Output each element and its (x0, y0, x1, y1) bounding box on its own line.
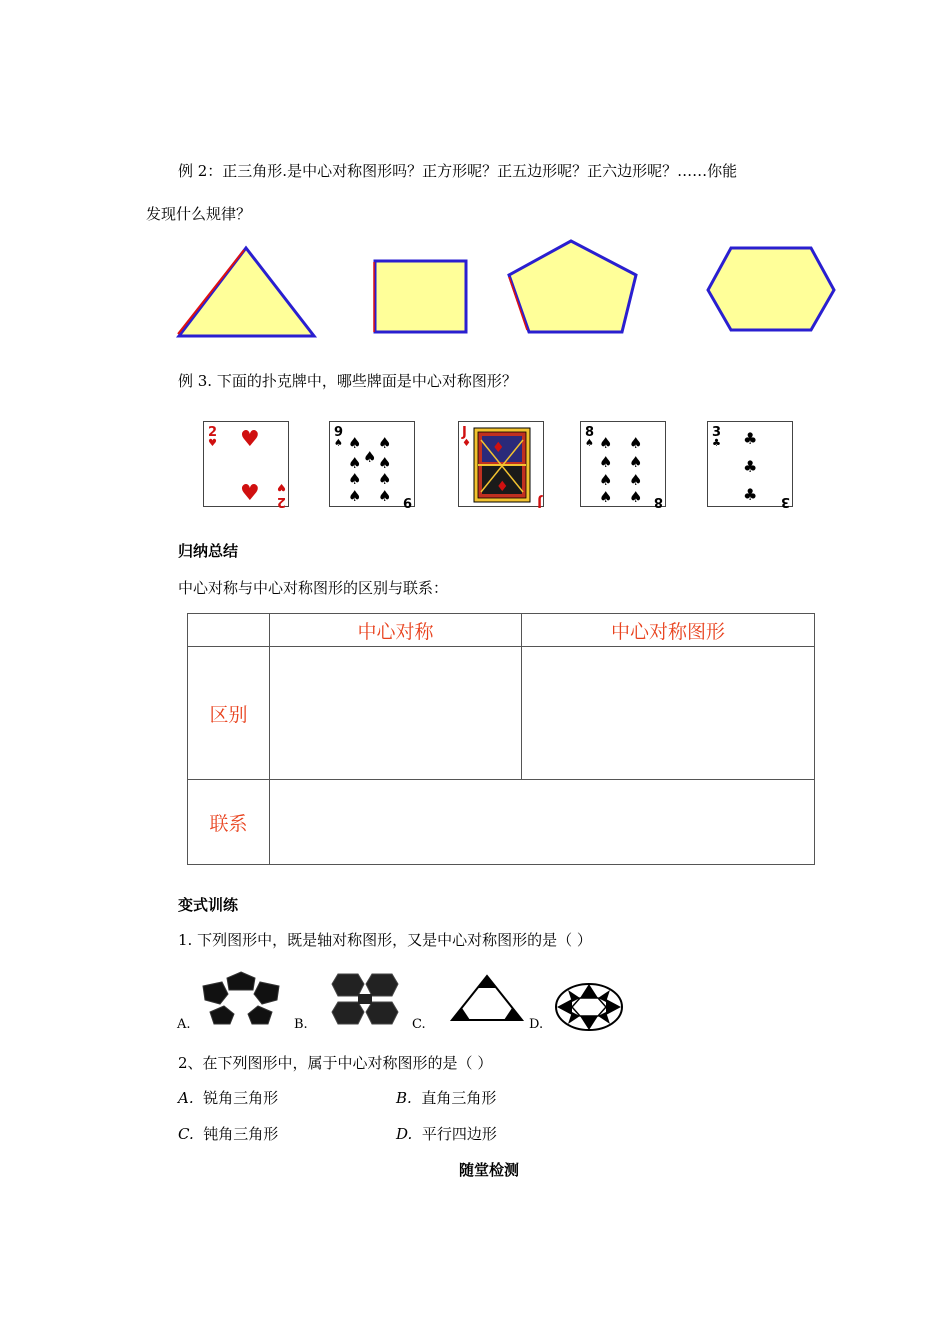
svg-text:♠: ♠ (629, 453, 643, 471)
card-8-spades (580, 421, 666, 507)
svg-text:♠: ♠ (378, 434, 392, 452)
svg-text:♠: ♠ (378, 454, 392, 472)
square-shape (372, 258, 470, 334)
svg-text:♦: ♦ (462, 438, 471, 449)
svg-text:♠: ♠ (599, 434, 613, 452)
svg-text:♣: ♣ (743, 485, 758, 504)
q1-option-a-label: A. (177, 1017, 191, 1032)
question-2: 2、在下列图形中，属于中心对称图形的是（ ） (178, 1054, 493, 1072)
hexagon-shape (704, 244, 838, 334)
svg-text:♠: ♠ (348, 454, 362, 472)
summary-heading: 归纳总结 (178, 542, 239, 560)
svg-text:♦: ♦ (492, 440, 505, 456)
svg-text:♠: ♠ (599, 471, 613, 489)
card-9-spades (329, 421, 415, 507)
svg-text:3: 3 (780, 494, 790, 509)
option-c-triangle-figure (450, 974, 524, 1022)
svg-text:J: J (537, 494, 542, 509)
svg-text:♣: ♣ (743, 429, 758, 448)
q2-option-b: B. 直角三角形 (396, 1089, 497, 1107)
svg-text:♠: ♠ (348, 470, 362, 488)
summary-table (187, 613, 815, 865)
svg-text:9: 9 (334, 425, 344, 440)
row-label-difference: 区别 (188, 647, 270, 780)
svg-text:♠: ♠ (629, 434, 643, 452)
option-b-octagon-cluster-figure (330, 972, 400, 1028)
svg-text:♣: ♣ (743, 457, 758, 476)
svg-text:9: 9 (402, 494, 412, 509)
card-3-clubs (707, 421, 793, 507)
q2-option-d: D. 平行四边形 (396, 1125, 497, 1143)
connection-cell[interactable] (270, 780, 815, 865)
q1-option-b-label: B. (294, 1017, 308, 1032)
svg-text:8: 8 (653, 494, 663, 509)
q1-option-c-label: C. (412, 1017, 426, 1032)
pentagon-shape (505, 238, 641, 336)
svg-text:♠: ♠ (378, 470, 392, 488)
triangle-shape (176, 245, 318, 340)
svg-text:♠: ♠ (348, 434, 362, 452)
example2-line2: 发现什么规律？ (146, 205, 252, 223)
svg-text:3: 3 (712, 425, 722, 440)
footer-heading: 随堂检测 (459, 1161, 520, 1179)
practice-heading: 变式训练 (178, 896, 239, 914)
option-d-circle-pattern-figure (554, 982, 624, 1032)
q2-option-c: C. 钝角三角形 (178, 1125, 279, 1143)
svg-text:♣: ♣ (712, 438, 721, 449)
header-centrosymmetric-figure: 中心对称图形 (522, 614, 815, 647)
svg-text:♥: ♥ (208, 438, 217, 449)
svg-text:♠: ♠ (348, 487, 362, 505)
svg-text:8: 8 (585, 425, 595, 440)
question-1: 1. 下列图形中，既是轴对称图形，又是中心对称图形的是（ ） (178, 931, 592, 949)
svg-text:♥: ♥ (240, 481, 260, 506)
difference-cell-2[interactable] (522, 647, 815, 780)
svg-text:♦: ♦ (496, 479, 509, 495)
svg-text:♠: ♠ (378, 487, 392, 505)
corner-cell (188, 614, 270, 647)
q1-option-d-label: D. (529, 1017, 544, 1032)
card-jack-diamonds (458, 421, 544, 507)
example3-text: 例 3. 下面的扑克牌中，哪些牌面是中心对称图形？ (178, 372, 517, 390)
svg-text:♠: ♠ (599, 488, 613, 506)
svg-text:♠: ♠ (363, 448, 377, 466)
svg-text:♠: ♠ (629, 488, 643, 506)
svg-text:♠: ♠ (585, 438, 594, 449)
summary-intro: 中心对称与中心对称图形的区别与联系： (178, 579, 449, 597)
card-2-hearts (203, 421, 289, 507)
example2-line1: 例 2：正三角形.是中心对称图形吗？正方形呢？正五边形呢？正六边形呢？……你能 (178, 162, 738, 180)
svg-text:♥: ♥ (277, 481, 286, 492)
svg-text:♥: ♥ (240, 427, 260, 452)
svg-text:J: J (462, 425, 467, 440)
svg-text:2: 2 (208, 425, 218, 440)
difference-cell-1[interactable] (270, 647, 522, 780)
svg-text:2: 2 (276, 494, 286, 509)
q2-option-a: A. 锐角三角形 (178, 1089, 279, 1107)
option-a-pentagon-ring-figure (200, 970, 282, 1026)
row-label-connection: 联系 (188, 780, 270, 865)
svg-text:♠: ♠ (599, 453, 613, 471)
svg-text:♠: ♠ (629, 471, 643, 489)
svg-text:♠: ♠ (334, 438, 343, 449)
header-central-symmetry: 中心对称 (270, 614, 522, 647)
